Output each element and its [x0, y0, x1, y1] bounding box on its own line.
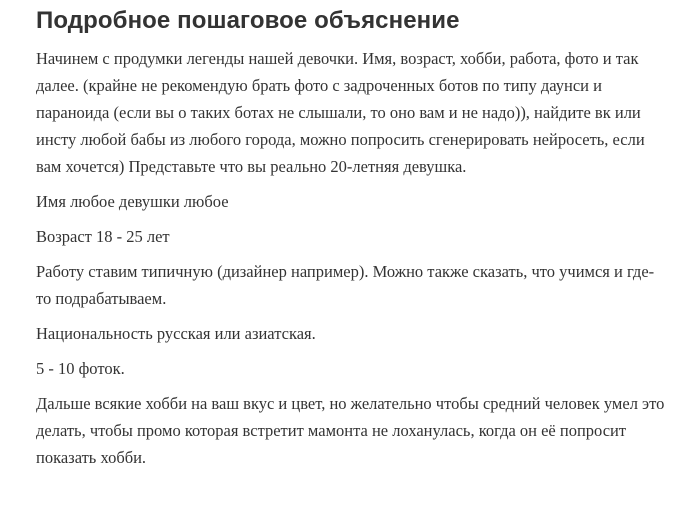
paragraph-age: Возраст 18 - 25 лет — [36, 227, 170, 246]
paragraph-work: Работу ставим типичную (дизайнер например). Можно также сказать, что учимся и где-то подрабатываем. — [36, 262, 655, 308]
article-heading: Подробное пошаговое объяснение — [36, 7, 460, 34]
paragraph-name: Имя любое девушки любое — [36, 192, 229, 211]
paragraph-nationality: Национальность русская или азиатская. — [36, 324, 316, 343]
article — [36, 0, 666, 471]
paragraph-hobbies: Дальше всякие хобби на ваш вкус и цвет, но желательно чтобы средний человек умел это делать, чтобы промо которая встретит мамонта не лоханулась, когда он её попросит показать хобби. — [36, 394, 665, 467]
paragraph-legend: Начинем с продумки легенды нашей девочки. Имя, возраст, хобби, работа, фото и так далее. (крайне не рекомендую брать фото с задроченных ботов по типу даунси и параноида (если вы о таких ботах не слышали, то оно вам и не надо)), найдите вк или инсту любой бабы из любого города, можно попросить сгенерировать нейросеть, если вам хочется) Представьте что вы реально 20-летняя девушка. — [36, 49, 645, 176]
paragraph-photos: 5 - 10 фоток. — [36, 359, 125, 378]
